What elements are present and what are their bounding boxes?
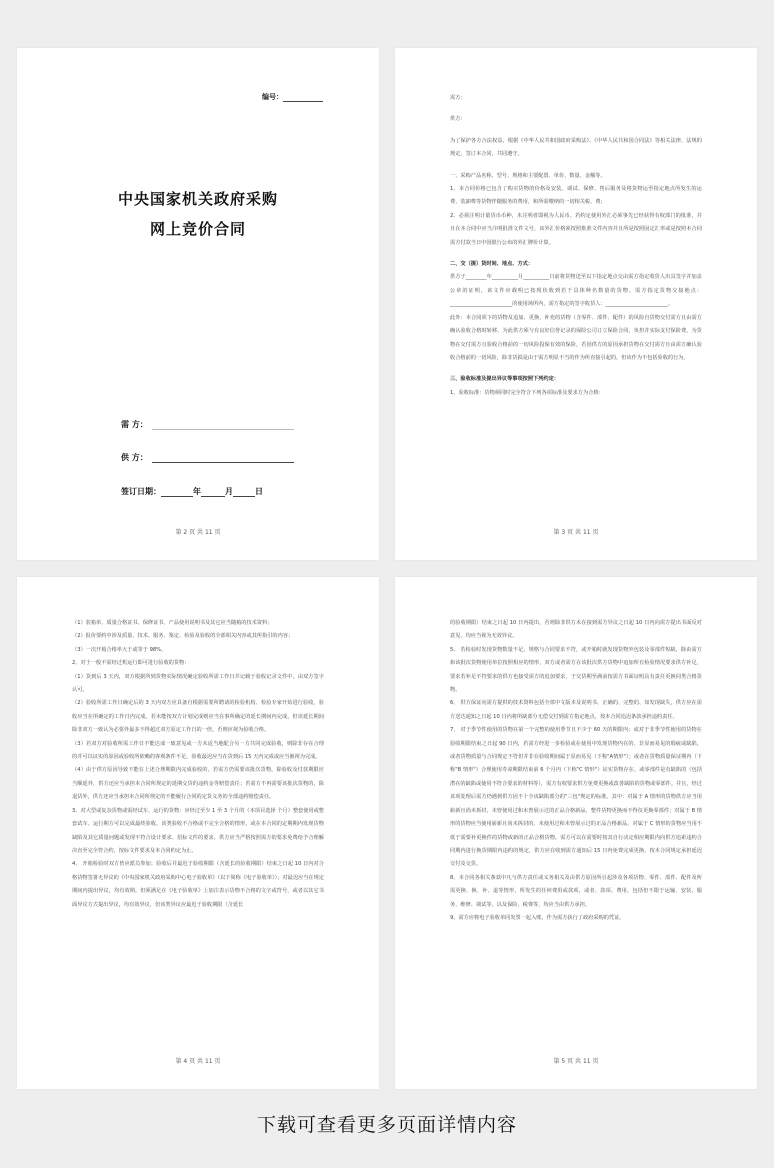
buyer-field: 需 方： (121, 419, 294, 430)
paragraph: 4、 开箱检验时双方皆应派员参加；验收后并最迟于验收期限（含延长的验收期限）结束之日起 10 日内对合格货物签署无异议的《中央国家机关政府采购中心电子验收单》（以下简称《电子验收单》）；对最迟应当在规定期间内提出异议，均有效期。但须满足在《电子验收单》上加注表示货物不合格的文字或符号，或者以其它书面异议方式提出异议，均有效异议，但该类异议应最迟于验收期限（含延长 (72, 861, 324, 908)
contract-title-line1: 中央国家机关政府采购 (117, 190, 278, 208)
page-number: 第 3 页 共 11 页 (553, 529, 599, 536)
paragraph: 1、本合同价格已包含了购买货物的价格及安装、调试、保修、售后服务及将货物运至指定地点所发生的运费、装卸费等货物伴随服务的费用，和所需缴纳的一切相关税、费； (450, 186, 702, 206)
paragraph (450, 127, 702, 135)
document-page-cover (17, 48, 379, 560)
paragraph: （3）若双方对验收所需工作日不能达成一致意见或一方未适当地配合另一方共同完成验收，则除非存在合理的并可以证实的原因或验收所依赖的客观条件不足，验收最迟应当在货到后 15 天内完成或应当被视为完成。 (72, 740, 324, 761)
seller-field: 供 方： (121, 452, 294, 463)
paragraph: （2）报价要约中涉及质量、技术、服务、鉴定、检验及验收的全部相关内容或其所指引的内容； (72, 633, 294, 640)
paragraph: 三、验收标准及提出异议等事项按照下列约定： (450, 376, 559, 383)
page-number: 第 4 页 共 11 页 (175, 1058, 221, 1065)
paragraph: （1）货到后 3 天内，双方根据所到货物实际情况确定验收所需工作日并记载于验收记录文件中，由双方签字认可。 (72, 673, 324, 694)
page-body-text (450, 92, 702, 400)
paragraph: 3、对大型或复杂货物或需经试车、运行的货物：应经过至少 1 至 3 个月的（本项目选择 个月）整套使用或整套试车、运行期方可以完成最终验收。该类验收不合格或不完全合格的情形，或在本合同的定期期内发现货物缺陷及其它质量问题或发现不符合设计要求、招标文件的要求，供方应当严格按照需方的要求免费给予合理解决直至完全符合约，按标文件要求及本合同约定为止。 (72, 807, 324, 854)
paragraph: 为了保护各方合法权益，根据《中华人民共和国政府采购法》、《中华人民共和国合同法》等相关法律、法规的规定，签订本合同，共同遵守。 (450, 137, 702, 158)
page-number: 第 2 页 共 11 页 (175, 529, 221, 536)
download-more-caption: 下载可查看更多页面详情内容 (256, 1114, 517, 1136)
paragraph: 1、验收标准：货物须同时完全符合下列各项标准及要求方为合格： (450, 389, 604, 396)
paragraph (450, 365, 702, 373)
paragraph: 8、本合同各相关条款中凡与供方责任或义务相关及由供方原因所引起涉及各项货物、零件、部件、配件及所需更换、换、补、退等情形，所发生的任何费用或款项，或者、款项、费用，包括但不限于运输、安装、服务、维修、调试等，以及保险、税费等，均应当由供方承担。 (450, 874, 702, 908)
paragraph (450, 162, 702, 170)
contract-serial-number: 编号： (262, 92, 323, 102)
paragraph: 6、 供方保证向需方提供的技术资料包括全部中文版本及说明书、正确的、完整的、如发现缺失，供方应在需方送达通知之日起 10 日内将所缺部分无偿交付到需方指定地点，按本合同追迟条款承担违约责任。 (450, 700, 702, 720)
paragraph: （4）由于供方原因导致不能在上述合理期限内完成验收的，若需方仍需要该批次货物，除验收及付款期限应当顺延外，供方还应当承担本合同所规定的延期交货的违约金等赔偿责任；若需方不再需要该批次货物的，除退货外，供方还应当承担本合同所规定的不能履行合同的定货义务的全部违约赔偿责任。 (72, 767, 324, 801)
paragraph: 此外：本合同项下的货物及追加、更换、补充的货物（含零件、部件、配件）的风险自货物交付需方且由需方确认验收合格时转移，为此供方须与有良好信誉记录的保险公司订立保险合同，负担并实际支付保险费。为货物在交付需方且验收合格前的一切风险投保有效的保险，若因供方的原因承担货物在交付需方且由需方确认验收合格前的一切风险，除非货损是由于需方明显不当的作为所直接引起的，但该作为不包括验收的行为。 (450, 314, 702, 361)
paragraph: 2、必须注明计量货币币种，未注明者即视为人民币。若约定使用外汇必须事先已经获得有权部门的批准，并且在本合同中应当注明批准文件文号，该外汇价格须按照批准文件内容并且所是按照固定汇率或是按照本合同需方付款当日中国银行公布的外汇牌价计算。 (450, 212, 702, 246)
paragraph: 9、需方应将电子验收单同发票一起入账，作为需方执行了政府采购的凭证。 (450, 914, 625, 921)
paragraph: 供方： (450, 116, 466, 123)
page-body-text (72, 617, 324, 912)
paragraph: 7、 对于季节性使用的货物在第一个完整的使用季节且不少于 60 天的期限内；或对于非季节性使用的货物在验收期限结束之日起 90 日内，若需方经进一步检验或在使用中发现货物内在的、非显而易见的瑕疵或缺陷，或者货物质量与合同规定不符但并非在验收期间属于显而易见（下称"A情形"）；或者在货物质量保证期内（下称"B 情形"）合理使用寿命期限结束前 6 个月内（下称"C 情形"）证实货物存在，或零部件是有缺陷的（包括潜在的缺陷或使用不符合要求的材料等），需方有权要求供方免费更换或改善缺陷的货物或零部件。并且，经过该项处理后需方仍遇到供方因不十全该缺陷部分的"三包"规定的标准。其中：对属于 A 情形的货物供方应当用崭新且尚未拆封、未曾使用过和未曾展示过的正品合格新品，整件货物更换而不得仅更换零部件；对属于 B 情形的货物应当使用崭新且尚未拆封的、未使用过和未曾展示过的正品合格新品，对属于 C 情形的货物应当用不低于需要补更换件的货物或新的正品合格货物。需方可以在需要时按其自行决定相应期限内向供方追索违约合同期内进行换货期限内违约的规定，供方应在收到需方通知后 15 日内免费完成更换，按本合同规定承担延迟交付及交货。 (450, 727, 702, 868)
document-page-4 (395, 577, 757, 1089)
page-body-text (450, 617, 702, 925)
document-page-2 (395, 48, 757, 560)
signing-date-field: 签订日期： 年 月 日 (121, 487, 263, 496)
paragraph: （3）一次开箱合格率大于或等于 98%。 (72, 646, 167, 653)
paragraph: 2、对于一般不需经过机运行即可进行验收的货物： (72, 660, 190, 667)
page-number: 第 5 页 共 11 页 (553, 1058, 599, 1065)
paragraph (450, 105, 702, 113)
paragraph: 供方于________年__________月__________日前将货物送至以下指定地点交由需方指定收货人出具签字并加盖公章的证明，该文件应载明已按现状收到若干具体种名数量的货物。需方指定货物交接地点：________________________的使用场所内，需方指定的签字收货人：________________________。 (450, 274, 702, 308)
paragraph: 二、交（提）货时间、地点、方式： (450, 261, 534, 268)
paragraph: 需方： (450, 95, 466, 101)
document-page-3 (17, 577, 379, 1089)
contract-title-line2: 网上竞价合同 (149, 220, 246, 238)
paragraph: 的验收期限）结束之日起 10 日内提出，否则除非供方未在接到需方异议之日起 10 日内向需方提出书面反对意见，均应当视为无效异议。 (450, 620, 702, 640)
paragraph: （1）装箱单、质量合格证书、保修证书、产品使用说明书及其它应当随箱的技术资料； (72, 620, 273, 626)
paragraph: （2）验收所需工作日确定后的 3 天内双方应具备自根据需要所聘请的检验机构、检验专家开始进行验收，验收应当在所确定的工作日内完成。若未能按双方计划完成则应当在事所确定的延长期间内完成，但该延长期间除非双方一致认为必要外最多不得超过双方原定工作日的一倍，否则应视为验收合格。 (72, 700, 324, 734)
paragraph: 一、采购产品名称、型号、规格和主要配置、单价、数量、金额等。 (450, 172, 606, 179)
paragraph (450, 250, 702, 258)
paragraph: 5、 若检验时发现货物数量不足，规格与合同要求不符，或开箱时就发现货物外包装及零部件短缺，除由需方和该批次货物使用单位按照相应的情形，双方或者需方在该批次供方货物中追加所有检验情况要求供方补足，要求若补足不符要求的供方也接受需方的追加要求，于交货期至满前按需方书面证明具有责任更换同类合格货物。 (450, 646, 702, 694)
